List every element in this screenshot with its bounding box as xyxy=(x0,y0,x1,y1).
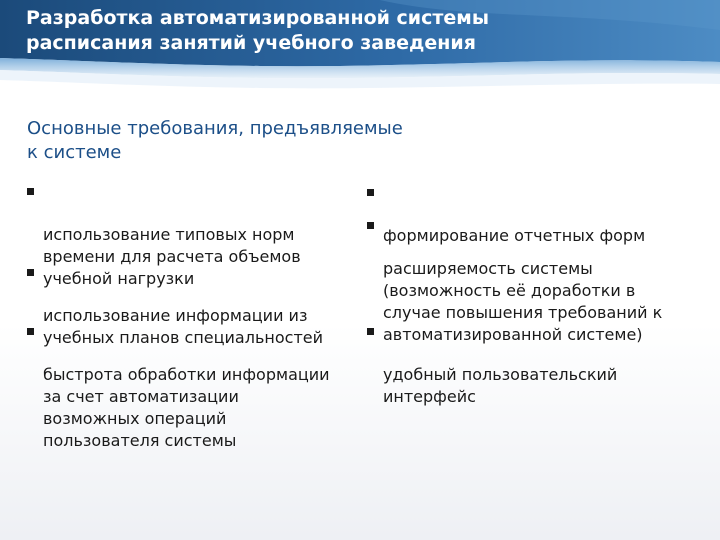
header-banner xyxy=(0,0,720,100)
slide-title: Разработка автоматизированной системы расписания занятий учебного заведения xyxy=(26,7,489,54)
bullet-text: использование информации из учебных планов специальностей xyxy=(43,306,323,347)
bullet-text: быстрота обработки информации за счет автоматизации возможных операций пользователя системы xyxy=(43,365,330,450)
section-heading: Основные требования, предъявляемые к системе xyxy=(27,118,403,163)
bullet-item xyxy=(27,320,378,452)
square-bullet-icon xyxy=(27,269,34,276)
square-bullet-icon xyxy=(27,328,34,335)
square-bullet-icon xyxy=(367,222,374,229)
bullet-text: формирование отчетных форм xyxy=(383,226,646,245)
bullet-text: расширяемость системы (возможность её доработки в случае повышения требований к автоматизированной системе) xyxy=(383,259,663,344)
bullet-text: использование типовых норм времени для расчета объемов учебной нагрузки xyxy=(43,225,301,288)
bullet-item xyxy=(367,320,720,408)
square-bullet-icon xyxy=(367,189,374,196)
square-bullet-icon xyxy=(27,188,34,195)
square-bullet-icon xyxy=(367,328,374,335)
bullet-text: удобный пользовательский интерфейс xyxy=(383,365,618,406)
